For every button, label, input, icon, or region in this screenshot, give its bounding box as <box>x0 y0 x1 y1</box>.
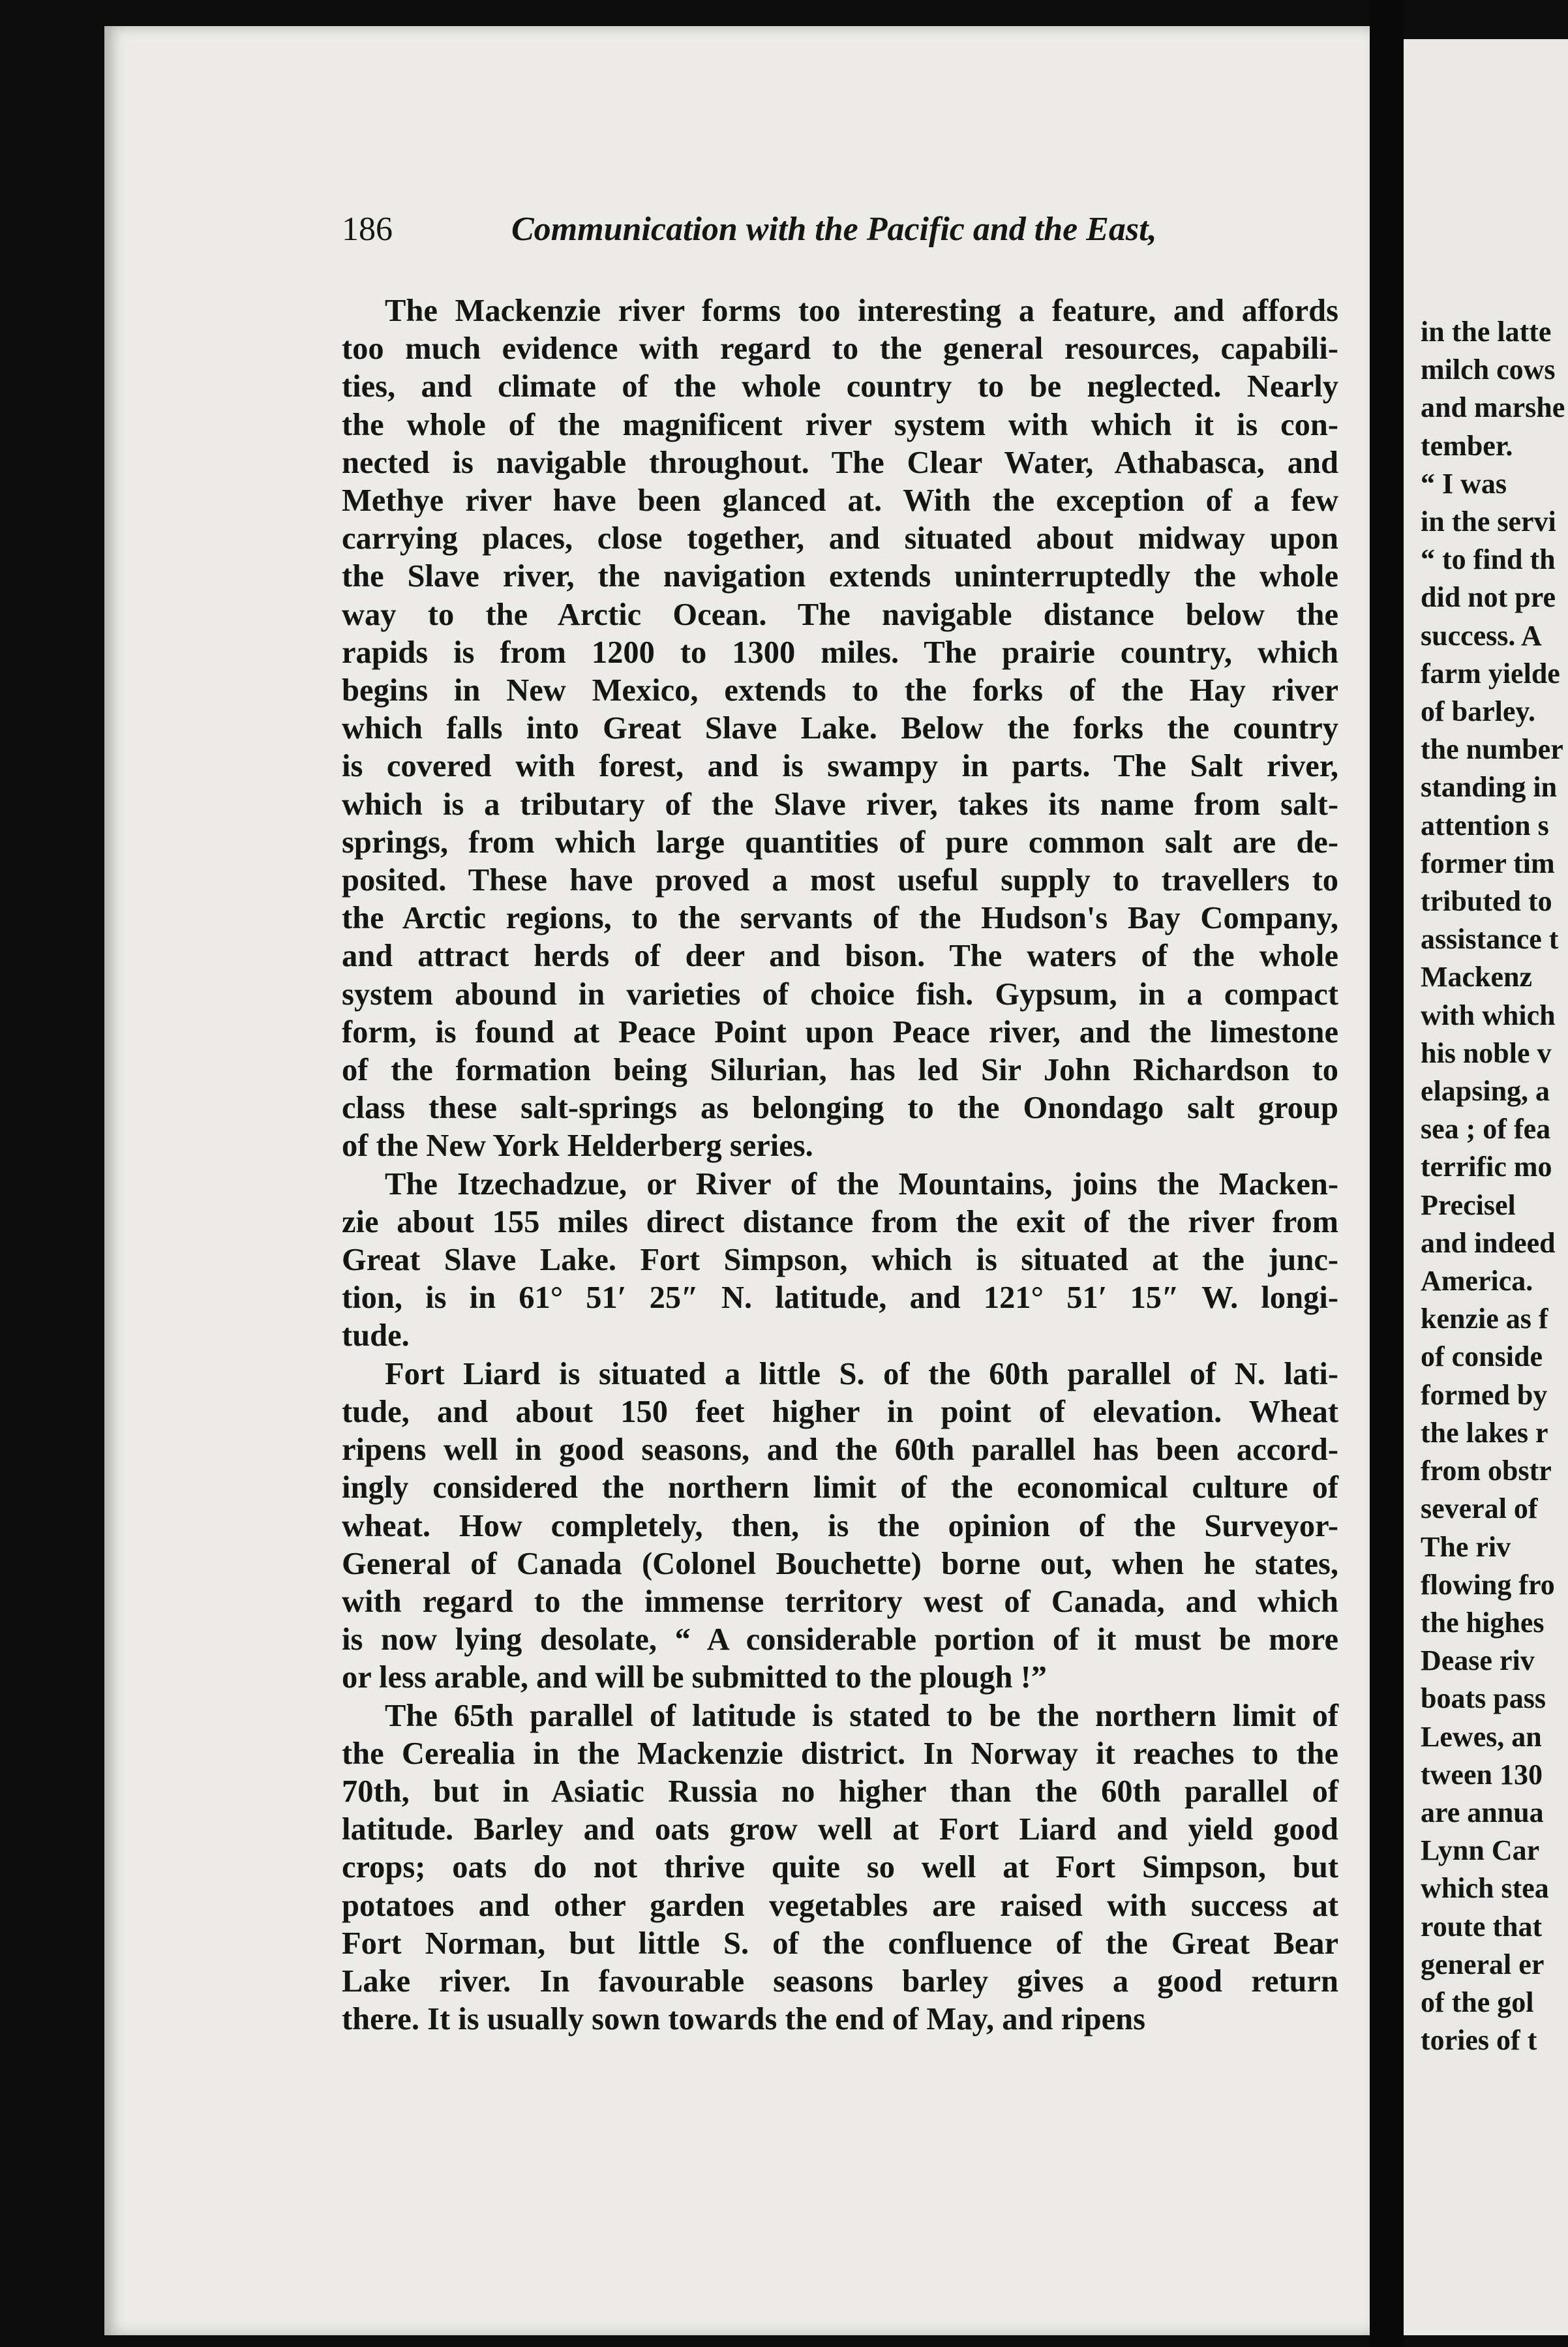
text-line: form, is found at Peace Point upon Peace river, and the limestone <box>342 1014 1338 1050</box>
text-line: rapids is from 1200 to 1300 miles. The prairie country, which <box>342 635 1338 670</box>
body-text <box>342 292 1338 2038</box>
facing-page-line: and indeed <box>1421 1226 1556 1259</box>
facing-page-line: Lynn Car <box>1421 1834 1540 1867</box>
text-line: there. It is usually sown towards the end of May, and ripens <box>342 2002 1145 2037</box>
text-line: Fort Liard is situated a little S. of the 60th parallel of N. lati- <box>385 1356 1338 1391</box>
facing-page-line: which stea <box>1421 1872 1549 1905</box>
facing-page-line: “ to find th <box>1421 543 1556 576</box>
facing-page-line: boats pass <box>1421 1682 1546 1715</box>
text-line: springs, from which large quantities of pure common salt are de- <box>342 825 1338 860</box>
facing-page-line: Mackenz <box>1421 961 1533 993</box>
facing-page-line: The riv <box>1421 1530 1511 1563</box>
facing-page-line: assistance t <box>1421 923 1559 956</box>
facing-page-line: are annua <box>1421 1796 1544 1828</box>
text-line: 70th, but in Asiatic Russia no higher than the 60th parallel of <box>342 1774 1338 1809</box>
paragraph <box>342 1697 1338 2039</box>
text-line: is covered with forest, and is swampy in parts. The Salt river, <box>342 749 1338 784</box>
text-line: too much evidence with regard to the general resources, capabili- <box>342 331 1338 367</box>
facing-page-line: Lewes, an <box>1421 1720 1542 1753</box>
text-line: of the New York Helderberg series. <box>342 1128 813 1164</box>
page-number: 186 <box>342 211 393 248</box>
text-line: tion, is in 61° 51′ 25″ N. latitude, and 121° 51′ 15″ W. longi- <box>342 1280 1338 1316</box>
facing-page-line: attention s <box>1421 809 1549 841</box>
paragraph <box>342 292 1338 1166</box>
facing-page-line: kenzie as f <box>1421 1303 1548 1335</box>
text-line: way to the Arctic Ocean. The navigable distance below the <box>342 597 1338 632</box>
text-line: of the formation being Silurian, has led Sir John Richardson to <box>342 1053 1338 1088</box>
text-line: the Cerealia in the Mackenzie district. In Norway it reaches to the <box>342 1736 1338 1771</box>
facing-page-line: in the servi <box>1421 506 1556 538</box>
text-line: tude, and about 150 feet higher in point of elevation. Wheat <box>342 1394 1338 1429</box>
text-line: The 65th parallel of latitude is stated to be the northern limit of <box>385 1698 1338 1733</box>
text-line: Great Slave Lake. Fort Simpson, which is situated at the junc- <box>342 1243 1338 1278</box>
facing-page-line: Precisel <box>1421 1189 1516 1221</box>
facing-page-line: “ I was <box>1421 467 1507 500</box>
facing-page-line: with which <box>1421 999 1556 1031</box>
text-line: is now lying desolate, “ A considerable portion of it must be more <box>342 1622 1338 1658</box>
book-gutter <box>1370 0 1404 2347</box>
text-line: class these salt-springs as belonging to the Onondago salt group <box>342 1091 1338 1126</box>
text-line: potatoes and other garden vegetables are raised with success at <box>342 1888 1338 1923</box>
facing-page-line: the number <box>1421 733 1563 766</box>
facing-page <box>1404 39 1568 2335</box>
facing-page-line: of the gol <box>1421 1986 1534 2018</box>
facing-page-line: tories of t <box>1421 2024 1537 2057</box>
text-line: system abound in varieties of choice fish. Gypsum, in a compact <box>342 977 1338 1012</box>
text-line: Fort Norman, but little S. of the confluence of the Great Bear <box>342 1926 1338 1961</box>
text-line: posited. These have proved a most useful supply to travellers to <box>342 863 1338 898</box>
text-line: nected is navigable throughout. The Clear Water, Athabasca, and <box>342 445 1338 480</box>
text-line: ripens well in good seasons, and the 60th parallel has been accord- <box>342 1432 1338 1468</box>
facing-page-line: of conside <box>1421 1340 1543 1373</box>
facing-page-line: America. <box>1421 1265 1533 1297</box>
text-line: ties, and climate of the whole country to be neglected. Nearly <box>342 369 1338 404</box>
facing-page-line: terrific mo <box>1421 1151 1552 1183</box>
facing-page-line: farm yielde <box>1421 657 1560 689</box>
facing-page-line: flowing fro <box>1421 1568 1555 1601</box>
text-line: latitude. Barley and oats grow well at Fort Liard and yield good <box>342 1812 1338 1847</box>
paragraph <box>342 1166 1338 1355</box>
facing-page-line: tributed to <box>1421 885 1552 918</box>
text-line: and attract herds of deer and bison. The waters of the whole <box>342 939 1338 974</box>
text-line: or less arable, and will be submitted to the plough !” <box>342 1660 1048 1695</box>
facing-page-line: standing in <box>1421 771 1558 804</box>
text-line: tude. <box>342 1318 410 1354</box>
text-line: Methye river have been glanced at. With the exception of a few <box>342 483 1338 519</box>
facing-page-line: the highes <box>1421 1606 1545 1639</box>
text-line: which falls into Great Slave Lake. Below the forks the country <box>342 711 1338 746</box>
facing-page-text <box>1421 313 1568 2059</box>
text-line: zie about 155 miles direct distance from the exit of the river from <box>342 1204 1338 1239</box>
facing-page-line: several of <box>1421 1492 1538 1525</box>
text-line: ingly considered the northern limit of the economical culture of <box>342 1470 1338 1506</box>
text-line: the Arctic regions, to the servants of the Hudson's Bay Company, <box>342 901 1338 936</box>
facing-page-line: elapsing, a <box>1421 1075 1550 1108</box>
facing-page-line: sea ; of fea <box>1421 1113 1551 1145</box>
facing-page-line: in the latte <box>1421 316 1552 348</box>
text-line: the whole of the magnificent river system with which it is con- <box>342 407 1338 442</box>
facing-page-line: from obstr <box>1421 1455 1552 1487</box>
facing-page-line: of barley. <box>1421 695 1535 728</box>
facing-page-line: general er <box>1421 1948 1545 1980</box>
facing-page-line: success. A <box>1421 619 1542 652</box>
text-line: the Slave river, the navigation extends uninterruptedly the whole <box>342 559 1338 594</box>
text-line: The Mackenzie river forms too interesting a feature, and affords <box>385 294 1338 328</box>
text-line: with regard to the immense territory west of Canada, and which <box>342 1584 1338 1619</box>
facing-page-line: formed by <box>1421 1378 1548 1411</box>
paragraph <box>342 1355 1338 1697</box>
text-line: General of Canada (Colonel Bouchette) borne out, when he states, <box>342 1546 1338 1581</box>
facing-page-line: did not pre <box>1421 581 1556 614</box>
facing-page-line: tember. <box>1421 429 1513 462</box>
page-header <box>342 210 1216 262</box>
facing-page-line: milch cows <box>1421 354 1556 386</box>
facing-page-line: Dease riv <box>1421 1644 1535 1677</box>
facing-page-line: and marshe <box>1421 391 1565 424</box>
facing-page-line: route that <box>1421 1910 1543 1943</box>
facing-page-line: the lakes r <box>1421 1416 1548 1449</box>
text-line: which is a tributary of the Slave river, takes its name from salt- <box>342 787 1338 822</box>
running-title: Communication with the Pacific and the East, <box>511 211 1157 248</box>
text-line: wheat. How completely, then, is the opinion of the Surveyor- <box>342 1508 1338 1543</box>
text-line: begins in New Mexico, extends to the forks of the Hay river <box>342 673 1338 708</box>
text-line: crops; oats do not thrive quite so well at Fort Simpson, but <box>342 1850 1338 1885</box>
facing-page-line: former tim <box>1421 847 1555 879</box>
text-line: carrying places, close together, and situated about midway upon <box>342 521 1338 556</box>
facing-page-line: his noble v <box>1421 1037 1552 1069</box>
facing-page-line: tween 130 <box>1421 1758 1543 1791</box>
text-line: The Itzechadzue, or River of the Mountains, joins the Macken- <box>385 1166 1338 1202</box>
text-line: Lake river. In favourable seasons barley gives a good return <box>342 1963 1338 1999</box>
